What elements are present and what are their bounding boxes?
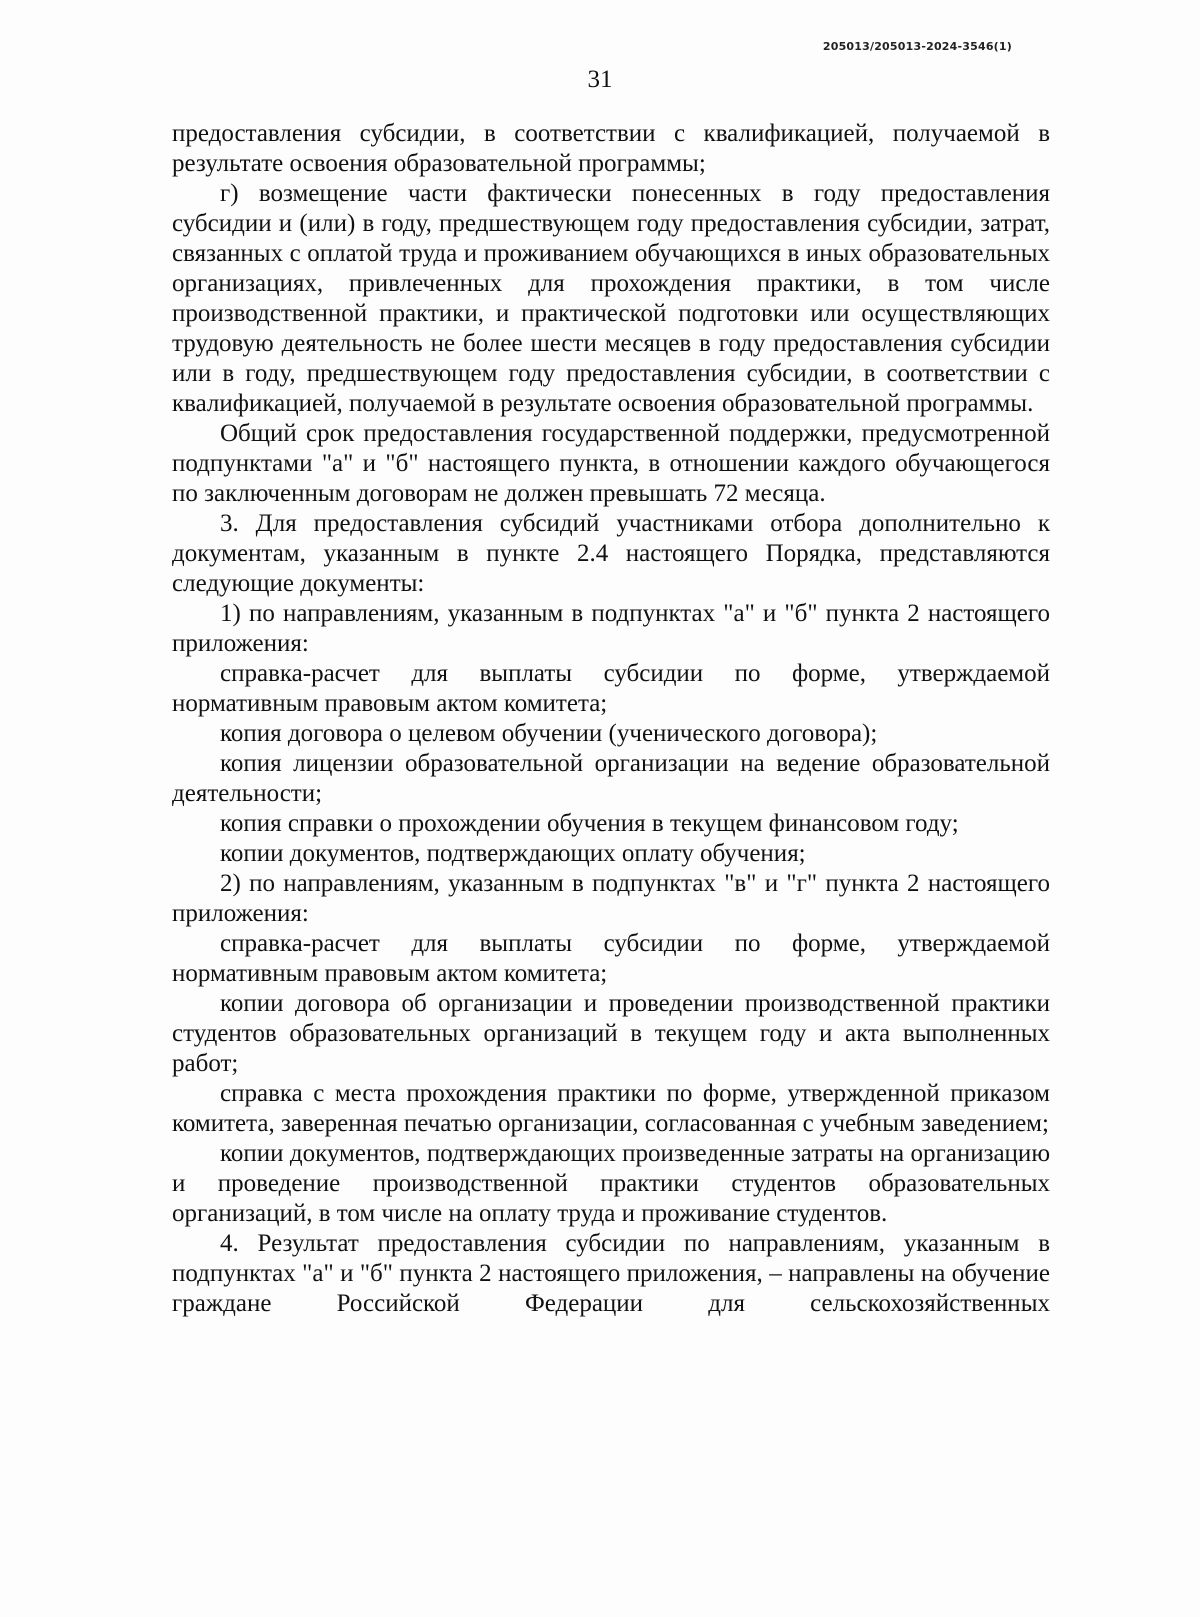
paragraph: 2) по направлениям, указанным в подпунктах "в" и "г" пункта 2 настоящего приложения: (172, 870, 1050, 927)
paragraph: Общий срок предоставления государственной поддержки, предусмотренной подпунктами "а" и "б" настоящего пункта, в отношении каждого обучающегося по заключенным договорам не должен превышать 72 месяца. (172, 420, 1050, 507)
paragraph: 4. Результат предоставления субсидии по направлениям, указанным в подпунктах "а" и "б" пункта 2 настоящего приложения, – направлены на обучение граждане Российской Федерации для сельскохозяйственных (172, 1230, 1050, 1317)
paragraph: справка-расчет для выплаты субсидии по форме, утверждаемой нормативным правовым актом комитета; (172, 660, 1050, 717)
page-number: 31 (587, 66, 613, 93)
paragraph: копии документов, подтверждающих оплату обучения; (220, 840, 806, 867)
document-body (172, 119, 1050, 1319)
paragraph: 3. Для предоставления субсидий участниками отбора дополнительно к документам, указанным в пункте 2.4 настоящего Порядка, представляются следующие документы: (172, 510, 1050, 597)
paragraph: г) возмещение части фактически понесенных в году предоставления субсидии и (или) в году, предшествующем году предоставления субсидии, затрат, связанных с оплатой труда и проживанием обучающихся в иных образовательных организациях, привлеченных для прохождения практики, в том числе производственной практики, и практической подготовки или осуществляющих трудовую деятельность не более шести месяцев в году предоставления субсидии или в году, предшествующем году предоставления субсидии, в соответствии с квалификацией, получаемой в результате освоения образовательной программы. (172, 180, 1050, 417)
paragraph: предоставления субсидии, в соответствии с квалификацией, получаемой в результате освоения образовательной программы; (172, 120, 1050, 177)
paragraph: справка с места прохождения практики по форме, утвержденной приказом комитета, заверенная печатью организации, согласованная с учебным заведением; (172, 1080, 1050, 1137)
paragraph: копия справки о прохождении обучения в текущем финансовом году; (220, 810, 959, 837)
paragraph: копия договора о целевом обучении (ученического договора); (220, 720, 878, 747)
paragraph: копия лицензии образовательной организации на ведение образовательной деятельности; (172, 750, 1050, 807)
paragraph: 1) по направлениям, указанным в подпунктах "а" и "б" пункта 2 настоящего приложения: (172, 600, 1050, 657)
paragraph: копии договора об организации и проведении производственной практики студентов образовательных организаций в текущем году и акта выполненных работ; (172, 990, 1050, 1077)
paragraph: копии документов, подтверждающих произведенные затраты на организацию и проведение производственной практики студентов образовательных организаций, в том числе на оплату труда и проживание студентов. (172, 1140, 1050, 1227)
document-id: 205013/205013-2024-3546(1) (822, 40, 1012, 53)
paragraph: справка-расчет для выплаты субсидии по форме, утверждаемой нормативным правовым актом комитета; (172, 930, 1050, 987)
